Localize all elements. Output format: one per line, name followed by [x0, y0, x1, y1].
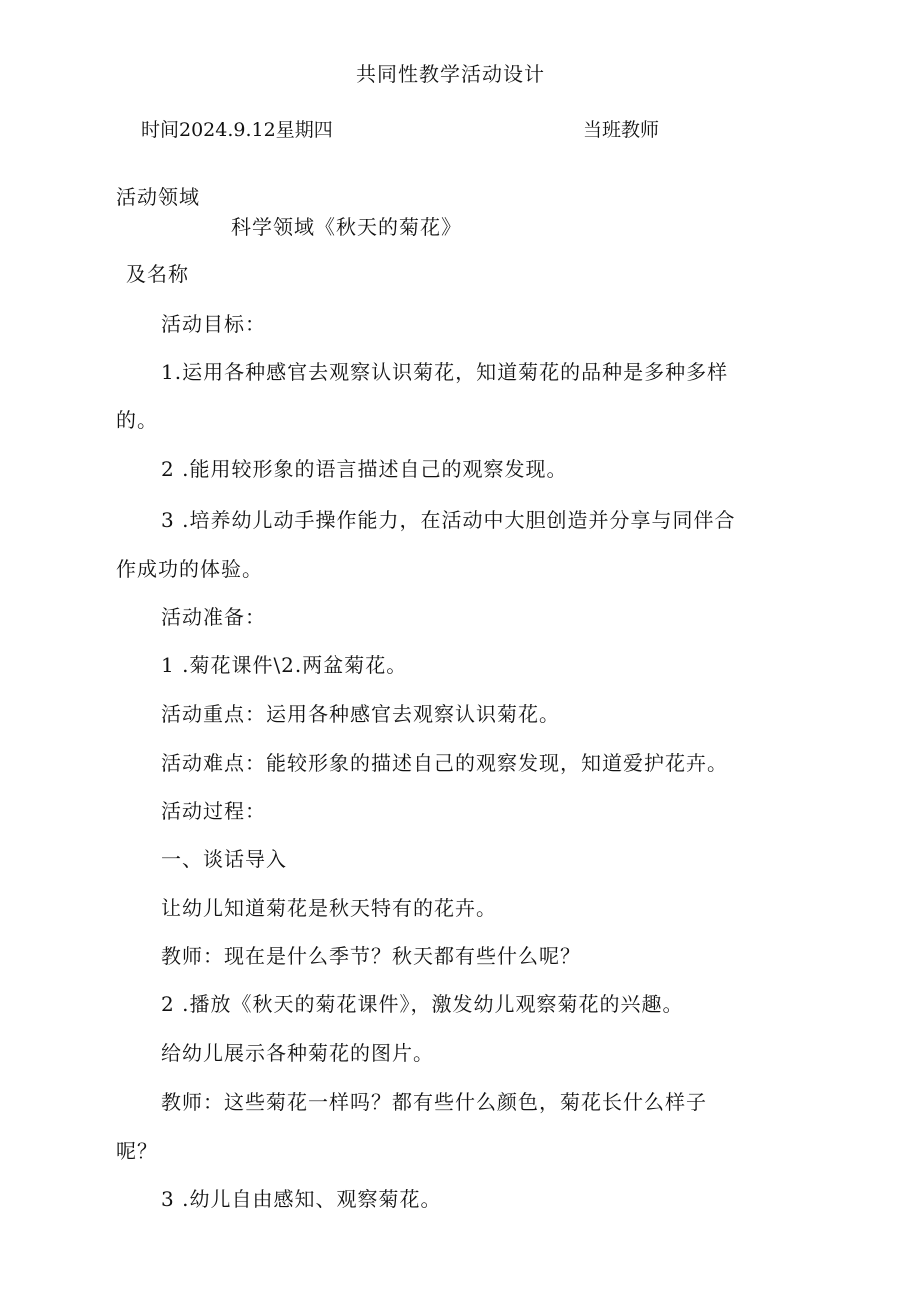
section-1-line-1: 让幼儿知道菊花是秋天特有的花卉。 [161, 896, 497, 920]
goal-3-line-b: 作成功的体验。 [116, 557, 263, 581]
section-1-line-6: 3 .幼儿自由感知、观察菊花。 [161, 1187, 442, 1211]
goal-1-line-a: 1.运用各种感官去观察认识菊花，知道菊花的品种是多种多样 [161, 360, 729, 384]
prep-heading: 活动准备： [161, 605, 266, 629]
section-1-line-2: 教师：现在是什么季节？秋天都有些什么呢？ [161, 944, 581, 968]
process-heading: 活动过程： [161, 799, 266, 823]
teacher-label: 当班教师 [583, 119, 660, 141]
goal-1-line-b: 的。 [116, 408, 158, 432]
domain-value: 科学领域《秋天的菊花》 [231, 215, 462, 239]
difficulty: 活动难点：能较形象的描述自己的观察发现，知道爱护花卉。 [161, 751, 728, 775]
prep-item: 1 .菊花课件\2.两盆菊花。 [161, 653, 408, 677]
section-1-line-3: 2 .播放《秋天的菊花课件》，激发幼儿观察菊花的兴趣。 [161, 992, 684, 1016]
goals-heading: 活动目标： [161, 312, 266, 336]
goal-3-line-a: 3 .培养幼儿动手操作能力，在活动中大胆创造并分享与同伴合 [161, 508, 736, 532]
time-label: 时间2024.9.12星期四 [141, 119, 333, 141]
domain-label-line2: 及名称 [126, 262, 189, 286]
document-title: 共同性教学活动设计 [356, 62, 545, 86]
domain-label-line1: 活动领域 [116, 185, 200, 209]
section-1-line-5a: 教师：这些菊花一样吗？都有些什么颜色，菊花长什么样子 [161, 1090, 707, 1114]
goal-2: 2 .能用较形象的语言描述自己的观察发现。 [161, 457, 568, 481]
section-1-line-5b: 呢？ [116, 1139, 158, 1163]
key-point: 活动重点：运用各种感官去观察认识菊花。 [161, 702, 560, 726]
section-1-line-4: 给幼儿展示各种菊花的图片。 [161, 1041, 434, 1065]
section-1-heading: 一、谈话导入 [161, 847, 287, 871]
